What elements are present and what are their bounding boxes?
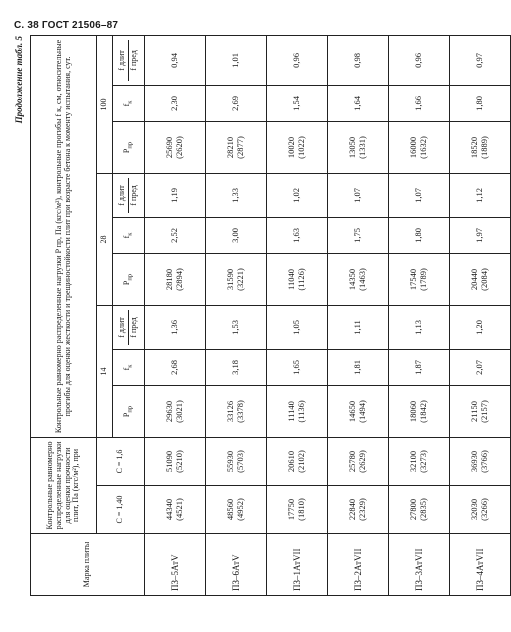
- header-c160: C = 1,6: [97, 437, 145, 485]
- cell-d100-ratio: 0,97: [450, 35, 511, 85]
- cell-d14-ratio: 1,11: [328, 305, 389, 349]
- cell-c140: 27800 (2835): [389, 486, 450, 534]
- cell-d100-f: 1,64: [328, 85, 389, 121]
- cell-d100-p: 13050 (1331): [328, 121, 389, 173]
- cell-d14-p: 21150 (2157): [450, 385, 511, 437]
- subheader-p: $P_{пр}$: [113, 253, 145, 305]
- cell-d100-f: 1,66: [389, 85, 450, 121]
- subheader-ratio: f длит f пред: [113, 305, 145, 349]
- row-mark: ПЗ–4АтVII: [450, 534, 511, 596]
- table-caption: Продолжение табл. 5: [14, 36, 24, 124]
- cell-d100-ratio: 0,98: [328, 35, 389, 85]
- cell-d28-f: 1,80: [389, 217, 450, 253]
- cell-d28-p: 31590 (3221): [206, 253, 267, 305]
- table-row: [267, 35, 328, 595]
- cell-d14-p: 14650 (1494): [328, 385, 389, 437]
- table-row: [206, 35, 267, 595]
- subheader-p: $P_{пр}$: [113, 121, 145, 173]
- cell-d28-p: 14350 (1463): [328, 253, 389, 305]
- cell-d100-ratio: 0,96: [267, 35, 328, 85]
- cell-d14-ratio: 1,20: [450, 305, 511, 349]
- cell-d100-p: 10020 (1022): [267, 121, 328, 173]
- header-age-100: 100: [97, 35, 113, 173]
- row-mark: ПЗ–1АтVII: [267, 534, 328, 596]
- subheader-f: $f_к$: [113, 85, 145, 121]
- cell-d28-f: 1,63: [267, 217, 328, 253]
- header-c140: C = 1,40: [97, 486, 145, 534]
- subheader-f: $f_к$: [113, 349, 145, 385]
- table-body: [145, 35, 511, 595]
- subheader-ratio: f длит f пред: [113, 173, 145, 217]
- table-row: [328, 35, 389, 595]
- cell-d28-ratio: 1,07: [389, 173, 450, 217]
- cell-d100-ratio: 0,96: [389, 35, 450, 85]
- cell-d28-ratio: 1,19: [145, 173, 206, 217]
- cell-d28-p: 11040 (1126): [267, 253, 328, 305]
- cell-d28-f: 1,75: [328, 217, 389, 253]
- cell-d14-f: 2,07: [450, 349, 511, 385]
- table-row: [389, 35, 450, 595]
- cell-d14-p: 33126 (3378): [206, 385, 267, 437]
- header-age-14: 14: [97, 305, 113, 437]
- subheader-ratio: f длит f пред: [113, 35, 145, 85]
- cell-d28-p: 28180 (2894): [145, 253, 206, 305]
- header-main: Контрольные равномерно распределенные нагрузки P пр, Па (кгс/м²), контрольные прогибы f к, см, относительные прогибы для оценки жесткости и трещиностойкости плит при возрасте бетона к моменту испытания, сут.: [31, 35, 97, 437]
- table-row: [145, 35, 206, 595]
- cell-d100-p: 28210 (2877): [206, 121, 267, 173]
- cell-d100-ratio: 0,94: [145, 35, 206, 85]
- cell-d14-ratio: 1,13: [389, 305, 450, 349]
- cell-c160: 20610 (2102): [267, 437, 328, 485]
- cell-d14-f: 1,87: [389, 349, 450, 385]
- cell-d28-ratio: 1,12: [450, 173, 511, 217]
- cell-c140: 48560 (4952): [206, 486, 267, 534]
- cell-d14-p: 18060 (1842): [389, 385, 450, 437]
- header-control-loads: Контрольные равномерно распределенные нагрузки для оценки прочности плит, Па (кгс/м²), при: [31, 437, 97, 533]
- cell-d100-p: 18520 (1889): [450, 121, 511, 173]
- table-row: [450, 35, 511, 595]
- cell-c160: 25780 (2629): [328, 437, 389, 485]
- cell-d100-p: 25690 (2620): [145, 121, 206, 173]
- cell-c140: 44340 (4521): [145, 486, 206, 534]
- row-mark: ПЗ–3АтVII: [389, 534, 450, 596]
- cell-c160: 36930 (3766): [450, 437, 511, 485]
- cell-d28-p: 20440 (2084): [450, 253, 511, 305]
- cell-d28-f: 1,97: [450, 217, 511, 253]
- cell-d14-p: 29630 (3021): [145, 385, 206, 437]
- cell-c140: 32030 (3266): [450, 486, 511, 534]
- subheader-f: $f_к$: [113, 217, 145, 253]
- cell-c160: 51090 (5210): [145, 437, 206, 485]
- cell-d28-f: 2,52: [145, 217, 206, 253]
- cell-d14-f: 1,81: [328, 349, 389, 385]
- cell-d100-f: 2,30: [145, 85, 206, 121]
- cell-d14-ratio: 1,53: [206, 305, 267, 349]
- cell-d100-f: 2,69: [206, 85, 267, 121]
- cell-c160: 55930 (5703): [206, 437, 267, 485]
- cell-d100-f: 1,80: [450, 85, 511, 121]
- cell-c160: 32100 (3273): [389, 437, 450, 485]
- data-table: [30, 35, 511, 596]
- cell-d14-p: 11140 (1136): [267, 385, 328, 437]
- page-header: С. 38 ГОСТ 21506–87: [14, 20, 119, 31]
- cell-d14-ratio: 1,36: [145, 305, 206, 349]
- cell-d28-f: 3,00: [206, 217, 267, 253]
- rotated-table-block: [14, 36, 489, 596]
- cell-d28-ratio: 1,33: [206, 173, 267, 217]
- header-age-28: 28: [97, 173, 113, 305]
- cell-d28-ratio: 1,02: [267, 173, 328, 217]
- row-mark: ПЗ–6АтV: [206, 534, 267, 596]
- cell-d100-p: 16000 (1632): [389, 121, 450, 173]
- row-mark: ПЗ–2АтVII: [328, 534, 389, 596]
- cell-d14-f: 2,68: [145, 349, 206, 385]
- row-mark: ПЗ–5АтV: [145, 534, 206, 596]
- subheader-p: $P_{пр}$: [113, 385, 145, 437]
- cell-d14-ratio: 1,05: [267, 305, 328, 349]
- cell-c140: 22840 (2329): [328, 486, 389, 534]
- cell-d100-f: 1,54: [267, 85, 328, 121]
- cell-d28-p: 17540 (1789): [389, 253, 450, 305]
- cell-d28-ratio: 1,07: [328, 173, 389, 217]
- cell-d14-f: 3,18: [206, 349, 267, 385]
- header-mark: Марка плиты: [31, 534, 145, 596]
- cell-d100-ratio: 1,01: [206, 35, 267, 85]
- cell-c140: 17750 (1810): [267, 486, 328, 534]
- cell-d14-f: 1,65: [267, 349, 328, 385]
